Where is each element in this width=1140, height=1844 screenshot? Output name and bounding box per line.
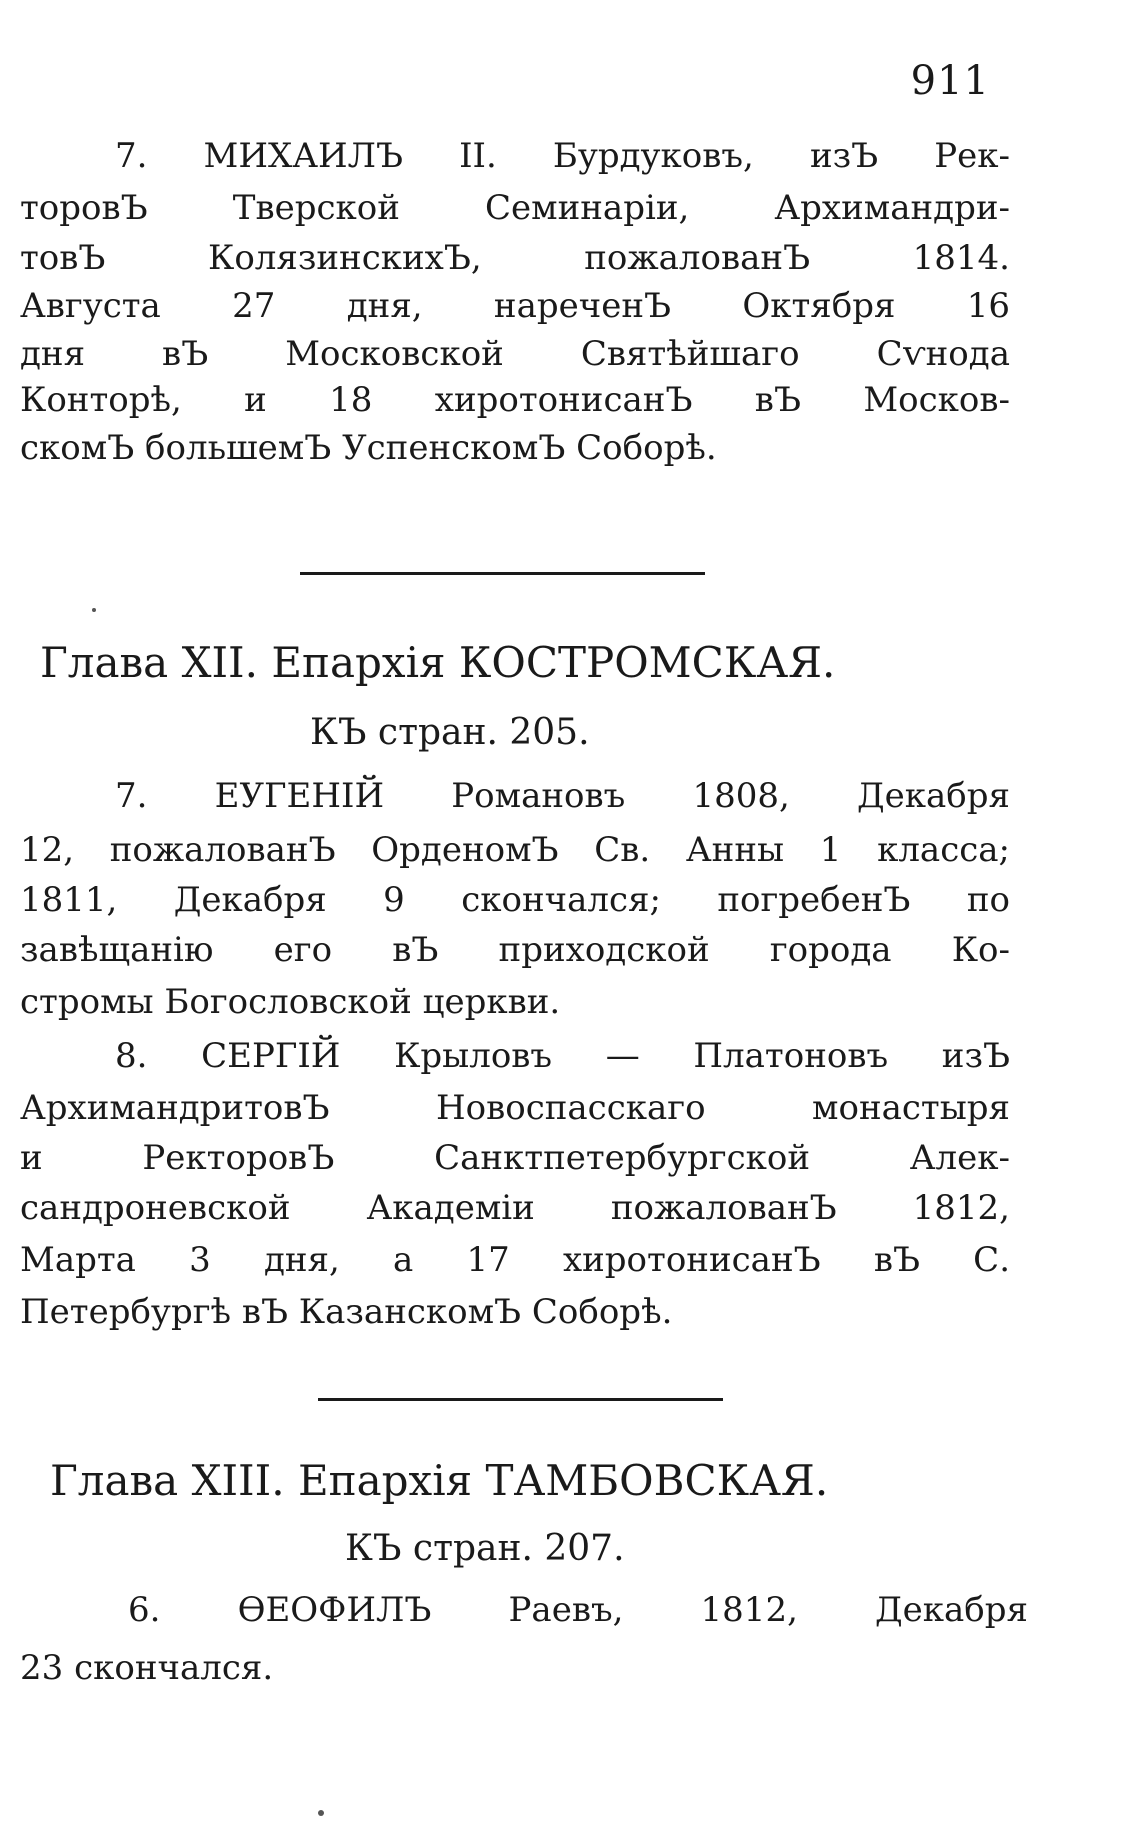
section-divider: [318, 1398, 723, 1401]
text-line: завѣщанію его вЪ приходской города Ко-: [20, 930, 1010, 970]
text-line: товЪ КолязинскихЪ, пожалованЪ 1814.: [20, 238, 1010, 278]
page-reference: КЪ стран. 207.: [345, 1528, 625, 1569]
text-line: стромы Богословской церкви.: [20, 982, 561, 1022]
text-line: 1811, Декабря 9 скончался; погребенЪ по: [20, 880, 1010, 920]
text-line: и РекторовЪ Санктпетербургской Алек-: [20, 1138, 1010, 1178]
text-line: 6. ѲЕОФИЛЪ Раевъ, 1812, Декабря: [128, 1590, 1028, 1630]
text-line: Марта 3 дня, а 17 хиротонисанЪ вЪ С.: [20, 1240, 1010, 1280]
text-line: сандроневской Академіи пожалованЪ 1812,: [20, 1188, 1010, 1228]
page-number: 911: [910, 58, 990, 104]
chapter-heading: Глава XII. Епархія КОСТРОМСКАЯ.: [40, 638, 836, 687]
text-line: скомЪ большемЪ УспенскомЪ Соборѣ.: [20, 428, 717, 468]
section-divider: [300, 572, 705, 575]
text-line: торовЪ Тверской Семинаріи, Архимандри-: [20, 188, 1010, 228]
scan-speck: [92, 608, 96, 612]
text-line: 8. СЕРГІЙ Крыловъ — Платоновъ изЪ: [115, 1036, 1010, 1076]
text-line: АрхимандритовЪ Новоспасскаго монастыря: [20, 1088, 1010, 1128]
text-line: 7. ЕУГЕНІЙ Романовъ 1808, Декабря: [115, 776, 1010, 816]
scan-speck: [318, 1810, 324, 1816]
text-line: Августа 27 дня, нареченЪ Октября 16: [20, 286, 1010, 326]
page-reference: КЪ стран. 205.: [310, 712, 590, 753]
text-line: 12, пожалованЪ ОрденомЪ Св. Анны 1 класса;: [20, 830, 1010, 870]
text-line: Конторѣ, и 18 хиротонисанЪ вЪ Москов-: [20, 380, 1010, 420]
chapter-heading: Глава XIII. Епархія ТАМБОВСКАЯ.: [50, 1456, 829, 1505]
text-line: 7. МИХАИЛЪ II. Бурдуковъ, изЪ Рек-: [115, 136, 1010, 176]
text-line: дня вЪ Московской Святѣйшаго Сѵнода: [20, 334, 1010, 374]
text-line: Петербургѣ вЪ КазанскомЪ Соборѣ.: [20, 1292, 673, 1332]
text-line: 23 скончался.: [20, 1648, 274, 1688]
